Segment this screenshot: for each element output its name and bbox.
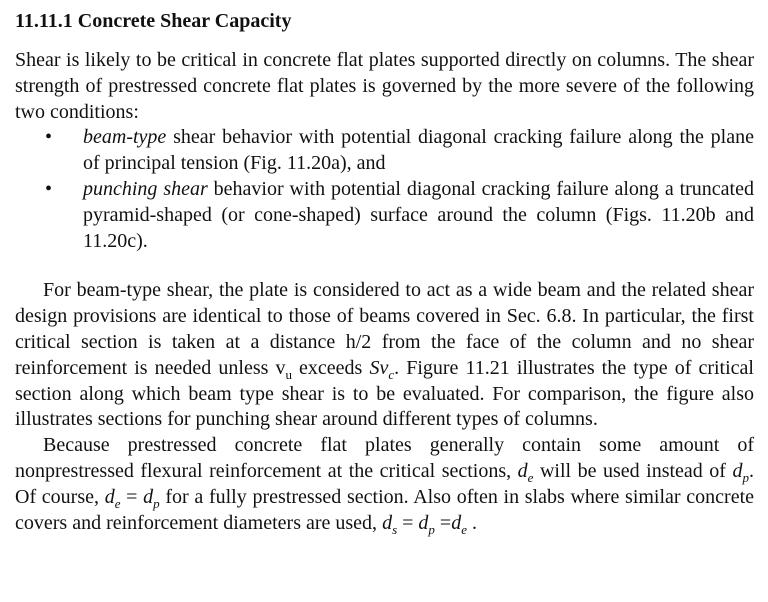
emphasis-term: punching shear — [83, 177, 208, 200]
list-item — [15, 177, 754, 254]
bullet-icon: • — [45, 177, 53, 200]
subscript: e — [114, 495, 121, 511]
math-symbol: d — [143, 485, 154, 508]
text-run: will be used instead of — [533, 459, 733, 482]
text-run: . — [466, 511, 477, 534]
math-symbol: d — [451, 511, 462, 534]
text-run: . Of course, — [15, 459, 754, 508]
subscript: c — [388, 366, 395, 382]
text-run: . Figure 11.21 illustrates the type of critical section along which beam type shear is to be evaluated. For comparison, the figure also illustrates sections for punching shear around different types of columns. — [15, 356, 754, 431]
paragraph-spacer — [15, 254, 754, 278]
text-run: = — [434, 511, 452, 534]
math-symbol: Sv — [369, 356, 389, 379]
bullet-icon: • — [45, 126, 53, 149]
text-run: For beam-type shear, the plate is considered to act as a wide beam and the related shear design provisions are identical to those of beams covered in Sec. 6.8. In particular, the first critical section is taken at a distance h/2 from the face of the column and no shear reinforcement is needed unless v — [15, 279, 754, 379]
subscript: u — [285, 366, 292, 382]
subscript: e — [461, 521, 467, 537]
math-symbol: d — [104, 485, 115, 508]
text-run: exceeds — [291, 356, 370, 379]
subscript: p — [153, 495, 160, 511]
intro-paragraph: Shear is likely to be critical in concrete flat plates supported directly on columns. The shear strength of prestressed concrete flat plates is governed by the more severe of the following two conditions: — [15, 49, 754, 123]
subscript: e — [527, 469, 534, 485]
text-run: = — [397, 511, 419, 534]
section-heading: 11.11.1 Concrete Shear Capacity — [15, 10, 292, 32]
math-symbol: d — [382, 511, 393, 534]
text-run: Because prestressed concrete flat plates generally contain some amount of nonprestressed flexural reinforcement at the critical sections, — [15, 434, 754, 482]
math-symbol: d — [732, 459, 743, 482]
conditions-list — [15, 125, 754, 254]
list-item — [15, 125, 754, 177]
math-symbol: d — [418, 511, 429, 534]
beam-shear-paragraph — [15, 278, 754, 433]
math-symbol: d — [517, 459, 528, 482]
subscript: s — [392, 521, 398, 537]
effective-depth-paragraph — [15, 433, 754, 536]
text-run: = — [120, 485, 144, 508]
subscript: p — [742, 469, 749, 485]
list-item-text: behavior with potential diagonal cracking failure along a truncated pyramid-shaped (or cone-shaped) surface around the column (Figs. 11.20b and 11.20c). — [83, 177, 754, 252]
text-run: for a fully prestressed section. Also often in slabs where similar concrete covers and reinforcement diameters are used, — [15, 485, 754, 534]
list-item-text: shear behavior with potential diagonal cracking failure along the plane of principal tension (Fig. 11.20a), and — [83, 126, 754, 175]
emphasis-term: beam-type — [83, 126, 167, 149]
subscript: p — [428, 521, 435, 537]
